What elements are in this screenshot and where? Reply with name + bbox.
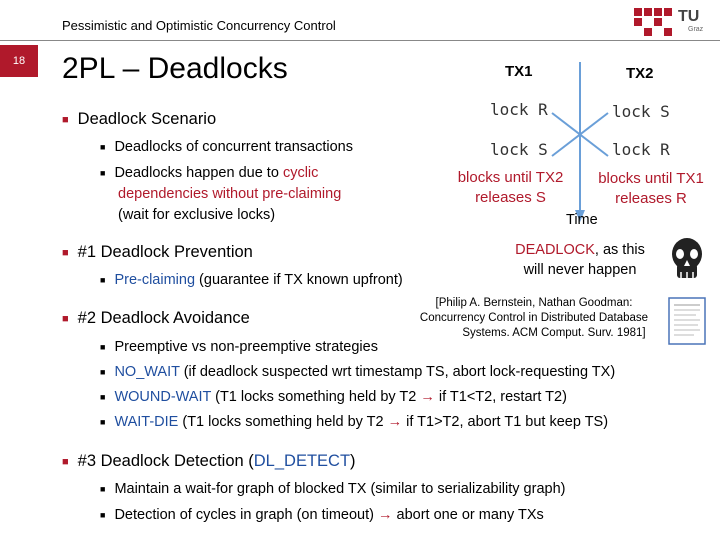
tx2-label: TX2 bbox=[626, 65, 654, 82]
avoidance-item-4: ■ WAIT-DIE (T1 locks something held by T2 → if T1>T2, abort T1 but keep TS) bbox=[100, 414, 609, 430]
header-divider bbox=[0, 40, 720, 41]
tx1-label: TX1 bbox=[505, 63, 533, 80]
logo-squares-icon bbox=[632, 6, 678, 36]
bullet-icon: ■ bbox=[62, 114, 69, 126]
avoidance-heading: ■ #2 Deadlock Avoidance bbox=[62, 309, 250, 327]
bullet-icon: ■ bbox=[62, 247, 69, 259]
bullet-icon: ■ bbox=[100, 417, 106, 427]
skull-icon bbox=[667, 236, 707, 282]
logo-text: TU bbox=[678, 8, 700, 25]
tx2-op-2: lock R bbox=[612, 140, 670, 159]
logo-subtext: Graz bbox=[688, 26, 704, 33]
bullet-icon: ■ bbox=[62, 313, 69, 325]
arrow-right-icon: → bbox=[420, 389, 435, 405]
avoidance-item-2: ■ NO_WAIT (if deadlock suspected wrt timestamp TS, abort lock-requesting TX) bbox=[100, 364, 616, 380]
deadlock-note: DEADLOCK, as this will never happen bbox=[515, 242, 645, 278]
detection-item-2: ■ Detection of cycles in graph (on timeout) → abort one or many TXs bbox=[100, 507, 544, 523]
bullet-icon: ■ bbox=[100, 168, 106, 178]
bullet-icon: ■ bbox=[100, 142, 106, 152]
bullet-icon: ■ bbox=[100, 275, 106, 285]
scenario-item-1: ■ Deadlocks of concurrent transactions bbox=[100, 139, 354, 155]
page-number: 18 bbox=[0, 45, 38, 77]
bullet-icon: ■ bbox=[100, 392, 106, 402]
prevention-item: ■ Pre-claiming (guarantee if TX known upfront) bbox=[100, 272, 403, 288]
scenario-item-2-line3: (wait for exclusive locks) bbox=[118, 207, 276, 223]
slide-title: 2PL – Deadlocks bbox=[62, 52, 288, 85]
bullet-icon: ■ bbox=[100, 342, 106, 352]
tx1-block-note: blocks until TX2 releases S bbox=[457, 169, 564, 206]
arrow-right-icon: → bbox=[377, 507, 393, 523]
avoidance-item-3: ■ WOUND-WAIT (T1 locks something held by T2 → if T1<T2, restart T2) bbox=[100, 389, 567, 405]
scenario-item-2: ■ Deadlocks happen due to cyclic bbox=[100, 165, 319, 181]
reference-citation: [Philip A. Bernstein, Nathan Goodman: Concurrency Control in Distributed Database Systems. ACM Comput. Surv. 1981] bbox=[419, 297, 649, 339]
arrow-right-icon: → bbox=[387, 414, 403, 430]
avoidance-item-1: ■ Preemptive vs non-preemptive strategies bbox=[100, 339, 378, 355]
detection-heading: ■ #3 Deadlock Detection (DL_DETECT) bbox=[62, 452, 356, 470]
prevention-heading: ■ #1 Deadlock Prevention bbox=[62, 243, 253, 261]
bullet-icon: ■ bbox=[62, 456, 69, 468]
scenario-item-2-line2: dependencies without pre-claiming bbox=[118, 186, 342, 202]
tx1-op-1: lock R bbox=[490, 100, 548, 119]
paper-thumbnail-icon bbox=[668, 297, 706, 345]
bullet-icon: ■ bbox=[100, 510, 106, 520]
tx2-block-note: blocks until TX1 releases R bbox=[598, 170, 704, 207]
scenario-heading: ■ Deadlock Scenario bbox=[62, 110, 217, 128]
bullet-icon: ■ bbox=[100, 484, 106, 494]
course-title: Pessimistic and Optimistic Concurrency Control bbox=[62, 18, 336, 33]
bullet-icon: ■ bbox=[100, 367, 106, 377]
tu-graz-logo bbox=[632, 6, 712, 36]
tx1-op-2: lock S bbox=[490, 140, 548, 159]
time-label: Time bbox=[566, 212, 598, 228]
tx2-op-1: lock S bbox=[612, 102, 670, 121]
detection-item-1: ■ Maintain a wait-for graph of blocked TX (similar to serializability graph) bbox=[100, 481, 566, 497]
